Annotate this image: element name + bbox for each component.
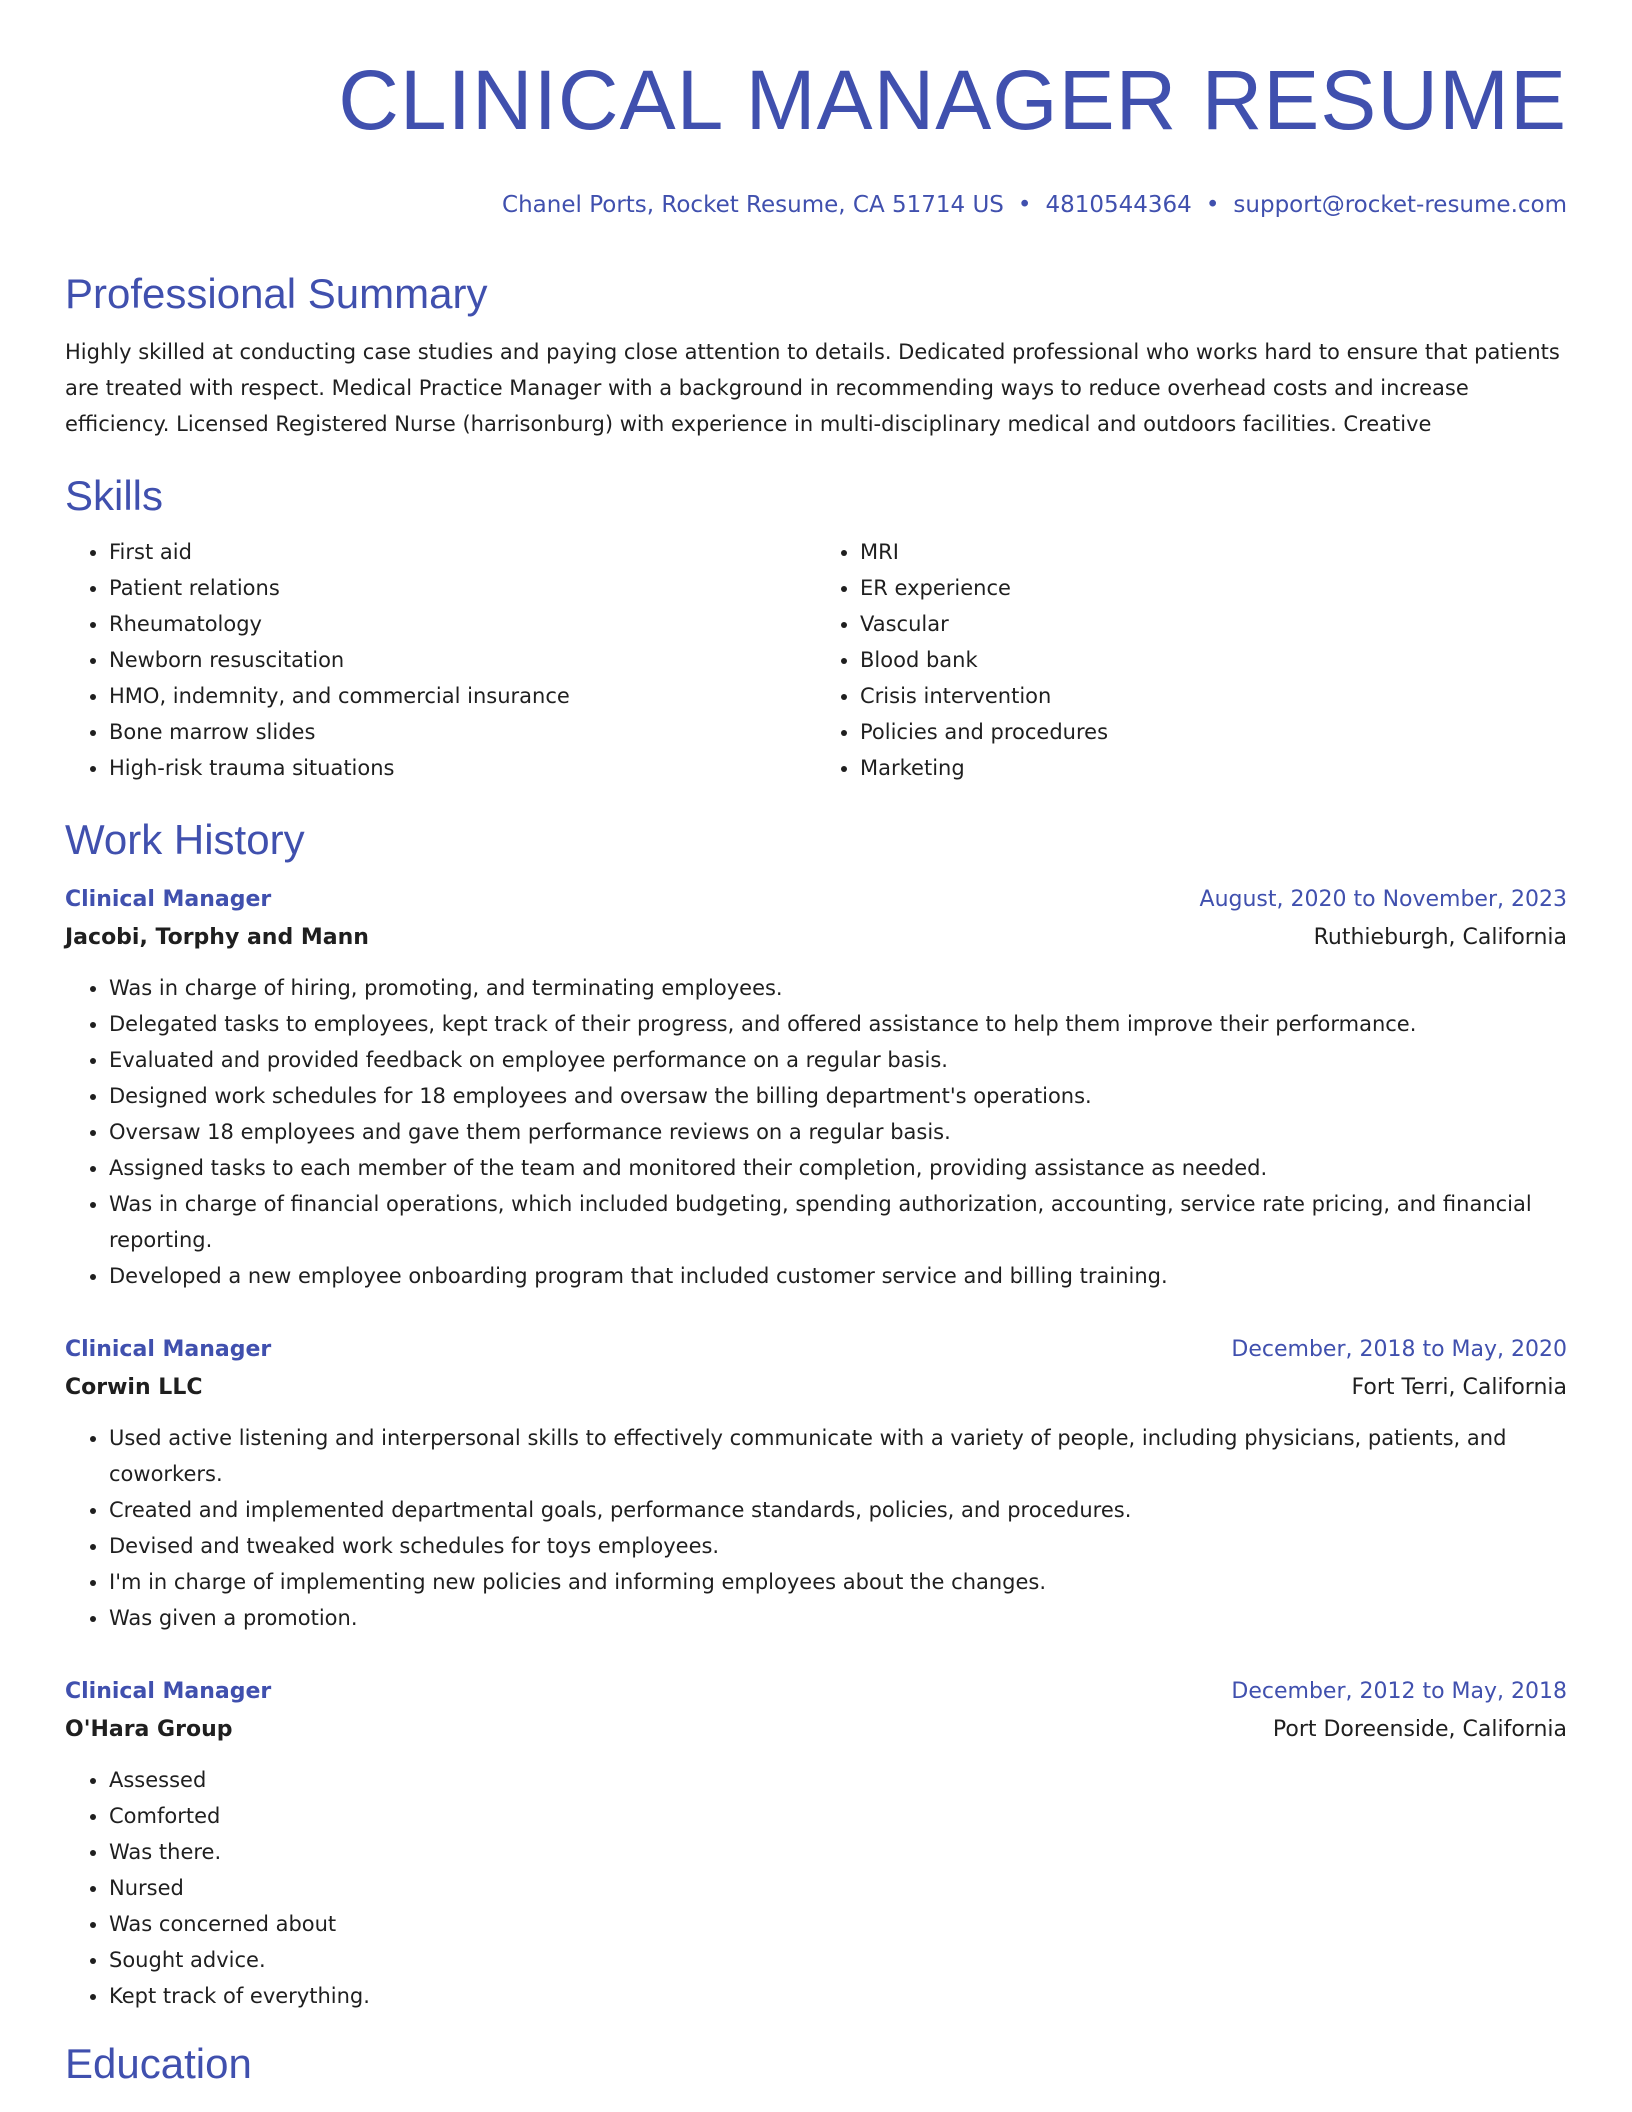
job-bullet: • Developed a new employee onboarding program that included customer service and billing training. bbox=[109, 1258, 1567, 1294]
skills-column-right bbox=[816, 534, 1567, 786]
job-bullet: • Was given a promotion. bbox=[109, 1600, 1567, 1636]
contact-separator: • bbox=[1017, 192, 1032, 218]
job-bullet: • Used active listening and interpersonal skills to effectively communicate with a variety of people, including physicians, patients, and coworkers. bbox=[109, 1420, 1567, 1492]
job-entry bbox=[65, 1332, 1567, 1636]
job-bullet: • Was there. bbox=[109, 1834, 1567, 1870]
skill-item: • Newborn resuscitation bbox=[109, 642, 816, 678]
summary-section bbox=[65, 268, 1567, 442]
job-location: Fort Terri, California bbox=[1351, 1375, 1567, 1400]
skill-item: • Patient relations bbox=[109, 570, 816, 606]
job-dates: December, 2018 to May, 2020 bbox=[1231, 1337, 1567, 1362]
education-section bbox=[65, 2038, 1567, 2090]
job-bullet: • Was concerned about bbox=[109, 1906, 1567, 1942]
contact-email: support@rocket-resume.com bbox=[1233, 192, 1567, 218]
skills-columns bbox=[65, 534, 1567, 786]
job-dates: August, 2020 to November, 2023 bbox=[1199, 887, 1567, 912]
contact-separator: • bbox=[1205, 192, 1220, 218]
job-entry bbox=[65, 1674, 1567, 2014]
contact-phone: 4810544364 bbox=[1045, 192, 1192, 218]
job-company: O'Hara Group bbox=[65, 1717, 233, 1742]
job-bullet: • Devised and tweaked work schedules for toys employees. bbox=[109, 1528, 1567, 1564]
job-header-row bbox=[65, 1332, 1567, 1368]
skill-item: • Bone marrow slides bbox=[109, 714, 816, 750]
job-bullet: • Oversaw 18 employees and gave them performance reviews on a regular basis. bbox=[109, 1114, 1567, 1150]
job-header-row bbox=[65, 882, 1567, 918]
skill-item: • ER experience bbox=[860, 570, 1567, 606]
job-bullet: • Was in charge of financial operations, which included budgeting, spending authorization, accounting, service rate pricing, and financial reporting. bbox=[109, 1186, 1567, 1258]
job-company-row bbox=[65, 918, 1567, 958]
job-company-row bbox=[65, 1710, 1567, 1750]
work-history-section bbox=[65, 814, 1567, 2014]
job-title: Clinical Manager bbox=[65, 887, 272, 912]
job-bullet: • Sought advice. bbox=[109, 1942, 1567, 1978]
job-entry bbox=[65, 882, 1567, 1294]
contact-line bbox=[65, 190, 1567, 220]
skill-item: • Blood bank bbox=[860, 642, 1567, 678]
skills-list-right bbox=[816, 534, 1567, 786]
skills-section bbox=[65, 470, 1567, 786]
resume-title: CLINICAL MANAGER RESUME bbox=[338, 53, 1567, 147]
job-bullet: • I'm in charge of implementing new policies and informing employees about the changes. bbox=[109, 1564, 1567, 1600]
job-bullets bbox=[65, 970, 1567, 1294]
job-bullet: • Evaluated and provided feedback on employee performance on a regular basis. bbox=[109, 1042, 1567, 1078]
job-location: Port Doreenside, California bbox=[1272, 1717, 1567, 1742]
job-bullet: • Created and implemented departmental goals, performance standards, policies, and procedures. bbox=[109, 1492, 1567, 1528]
skills-column-left bbox=[65, 534, 816, 786]
contact-address: Chanel Ports, Rocket Resume, CA 51714 US bbox=[502, 192, 1004, 218]
job-location: Ruthieburgh, California bbox=[1313, 925, 1567, 950]
skill-item: • Marketing bbox=[860, 750, 1567, 786]
job-bullet: • Comforted bbox=[109, 1798, 1567, 1834]
job-bullet: • Assigned tasks to each member of the team and monitored their completion, providing assistance as needed. bbox=[109, 1150, 1567, 1186]
skills-list-left bbox=[65, 534, 816, 786]
work-history-heading: Work History bbox=[65, 816, 305, 863]
job-bullets bbox=[65, 1420, 1567, 1636]
job-bullet: • Designed work schedules for 18 employees and oversaw the billing department's operations. bbox=[109, 1078, 1567, 1114]
skill-item: • Rheumatology bbox=[109, 606, 816, 642]
skill-item: • HMO, indemnity, and commercial insurance bbox=[109, 678, 816, 714]
education-heading: Education bbox=[65, 2040, 252, 2087]
job-header-row bbox=[65, 1674, 1567, 1710]
resume-header bbox=[65, 0, 1567, 220]
job-bullet: • Kept track of everything. bbox=[109, 1978, 1567, 2014]
job-bullet: • Assessed bbox=[109, 1762, 1567, 1798]
job-company-row bbox=[65, 1368, 1567, 1408]
job-title: Clinical Manager bbox=[65, 1679, 272, 1704]
job-title: Clinical Manager bbox=[65, 1337, 272, 1362]
job-company: Jacobi, Torphy and Mann bbox=[65, 925, 369, 950]
skill-item: • MRI bbox=[860, 534, 1567, 570]
summary-text: Highly skilled at conducting case studies and paying close attention to details. Dedicated professional who works hard to ensure that patients are treated with respect. Medical Practice Manager with a background in recommending ways to reduce overhead costs and increase efficiency. Licensed Registered Nurse (harrisonburg) with experience in multi-disciplinary medical and outdoors facilities. Creative bbox=[65, 340, 1560, 436]
skill-item: • Vascular bbox=[860, 606, 1567, 642]
job-bullet: • Delegated tasks to employees, kept track of their progress, and offered assistance to help them improve their performance. bbox=[109, 1006, 1567, 1042]
summary-heading: Professional Summary bbox=[65, 270, 488, 317]
skills-heading: Skills bbox=[65, 472, 164, 519]
job-dates: December, 2012 to May, 2018 bbox=[1231, 1679, 1567, 1704]
skill-item: • First aid bbox=[109, 534, 816, 570]
job-company: Corwin LLC bbox=[65, 1375, 203, 1400]
skill-item: • Crisis intervention bbox=[860, 678, 1567, 714]
skill-item: • Policies and procedures bbox=[860, 714, 1567, 750]
job-bullet: • Nursed bbox=[109, 1870, 1567, 1906]
skill-item: • High-risk trauma situations bbox=[109, 750, 816, 786]
job-bullets bbox=[65, 1762, 1567, 2014]
job-bullet: • Was in charge of hiring, promoting, and terminating employees. bbox=[109, 970, 1567, 1006]
